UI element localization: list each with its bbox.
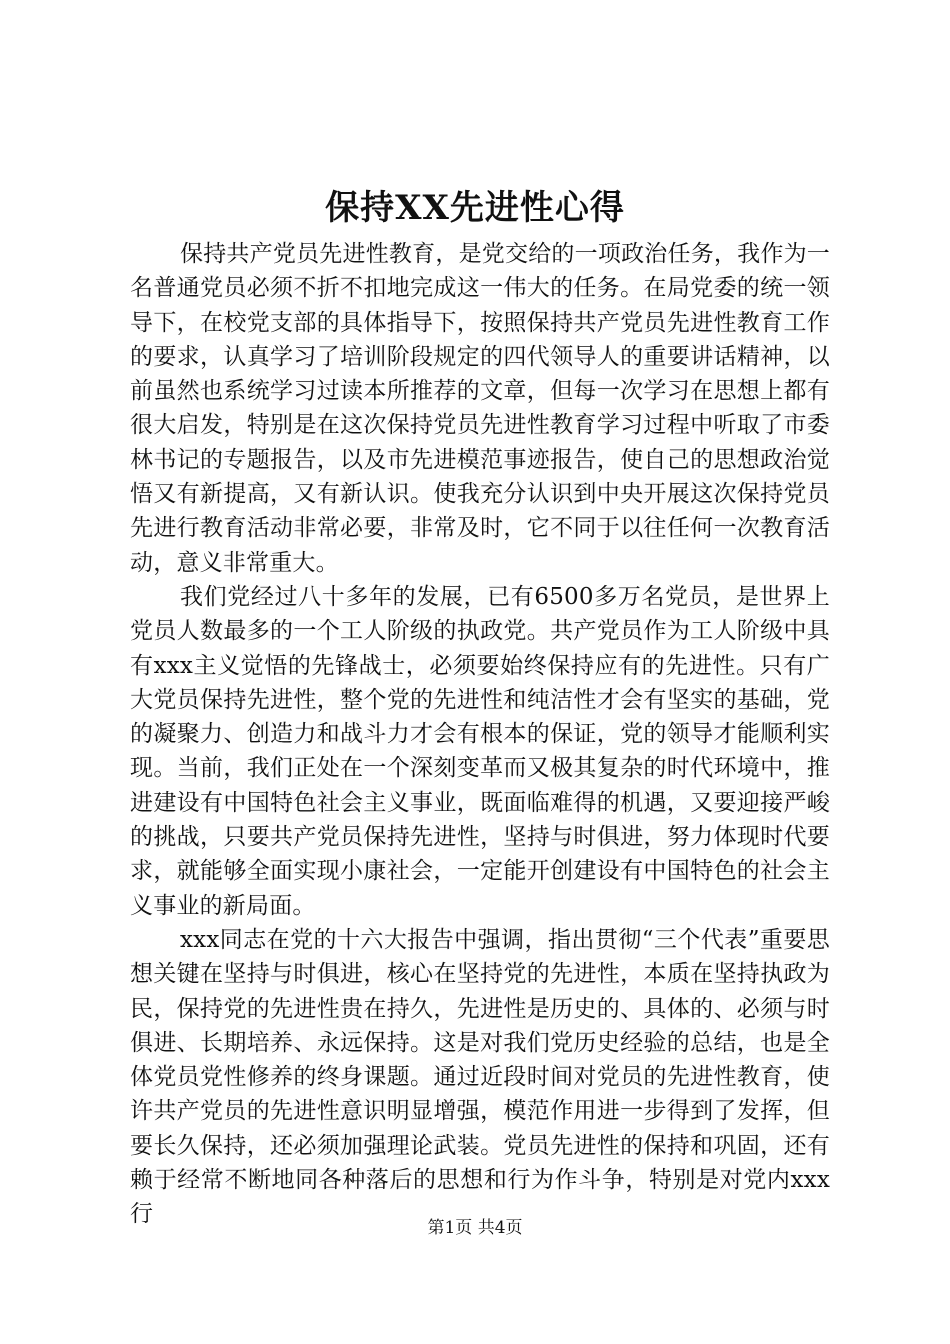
document-body bbox=[130, 237, 830, 1232]
paragraph-1: 保持共产党员先进性教育，是党交给的一项政治任务，我作为一名普通党员必须不折不扣地完成这一伟大的任务。在局党委的统一领导下，在校党支部的具体指导下，按照保持共产党员先进性教育工作的要求，认真学习了培训阶段规定的四代领导人的重要讲话精神，以前虽然也系统学习过读本所推荐的文章，但每一次学习在思想上都有很大启发，特别是在这次保持党员先进性教育学习过程中听取了市委林书记的专题报告，以及市先进模范事迹报告，使自己的思想政治觉悟又有新提高，又有新认识。使我充分认识到中央开展这次保持党员先进行教育活动非常必要，非常及时，它不同于以往任何一次教育活动，意义非常重大。 bbox=[130, 241, 830, 576]
page-footer: 第1页 共4页 bbox=[427, 1218, 523, 1238]
paragraph-2: 我们党经过八十多年的发展，已有6500多万名党员，是世界上党员人数最多的一个工人阶级的执政党。共产党员作为工人阶级中具有xxx主义觉悟的先锋战士，必须要始终保持应有的先进性。只有广大党员保持先进性，整个党的先进性和纯洁性才会有坚实的基础，党的凝聚力、创造力和战斗力才会有根本的保证，党的领导才能顺利实现。当前，我们正处在一个深刻变革而又极其复杂的时代环境中，推进建设有中国特色社会主义事业，既面临难得的机遇，又要迎接严峻的挑战，只要共产党员保持先进性，坚持与时俱进，努力体现时代要求，就能够全面实现小康社会，一定能开创建设有中国特色的社会主义事业的新局面。 bbox=[130, 583, 830, 919]
paragraph-3: xxx同志在党的十六大报告中强调，指出贯彻“三个代表”重要思想关键在坚持与时俱进，核心在坚持党的先进性，本质在坚持执政为民，保持党的先进性贵在持久，先进性是历史的、具体的、必须与时俱进、长期培养、永远保持。这是对我们党历史经验的总结，也是全体党员党性修养的终身课题。通过近段时间对党员的先进性教育，使许共产党员的先进性意识明显增强，模范作用进一步得到了发挥，但要长久保持，还必须加强理论武装。党员先进性的保持和巩固，还有赖于经常不断地同各种落后的思想和行为作斗争，特别是对党内xxx行 bbox=[130, 926, 830, 1228]
document-title: 保持XX先进性心得 bbox=[325, 188, 625, 228]
